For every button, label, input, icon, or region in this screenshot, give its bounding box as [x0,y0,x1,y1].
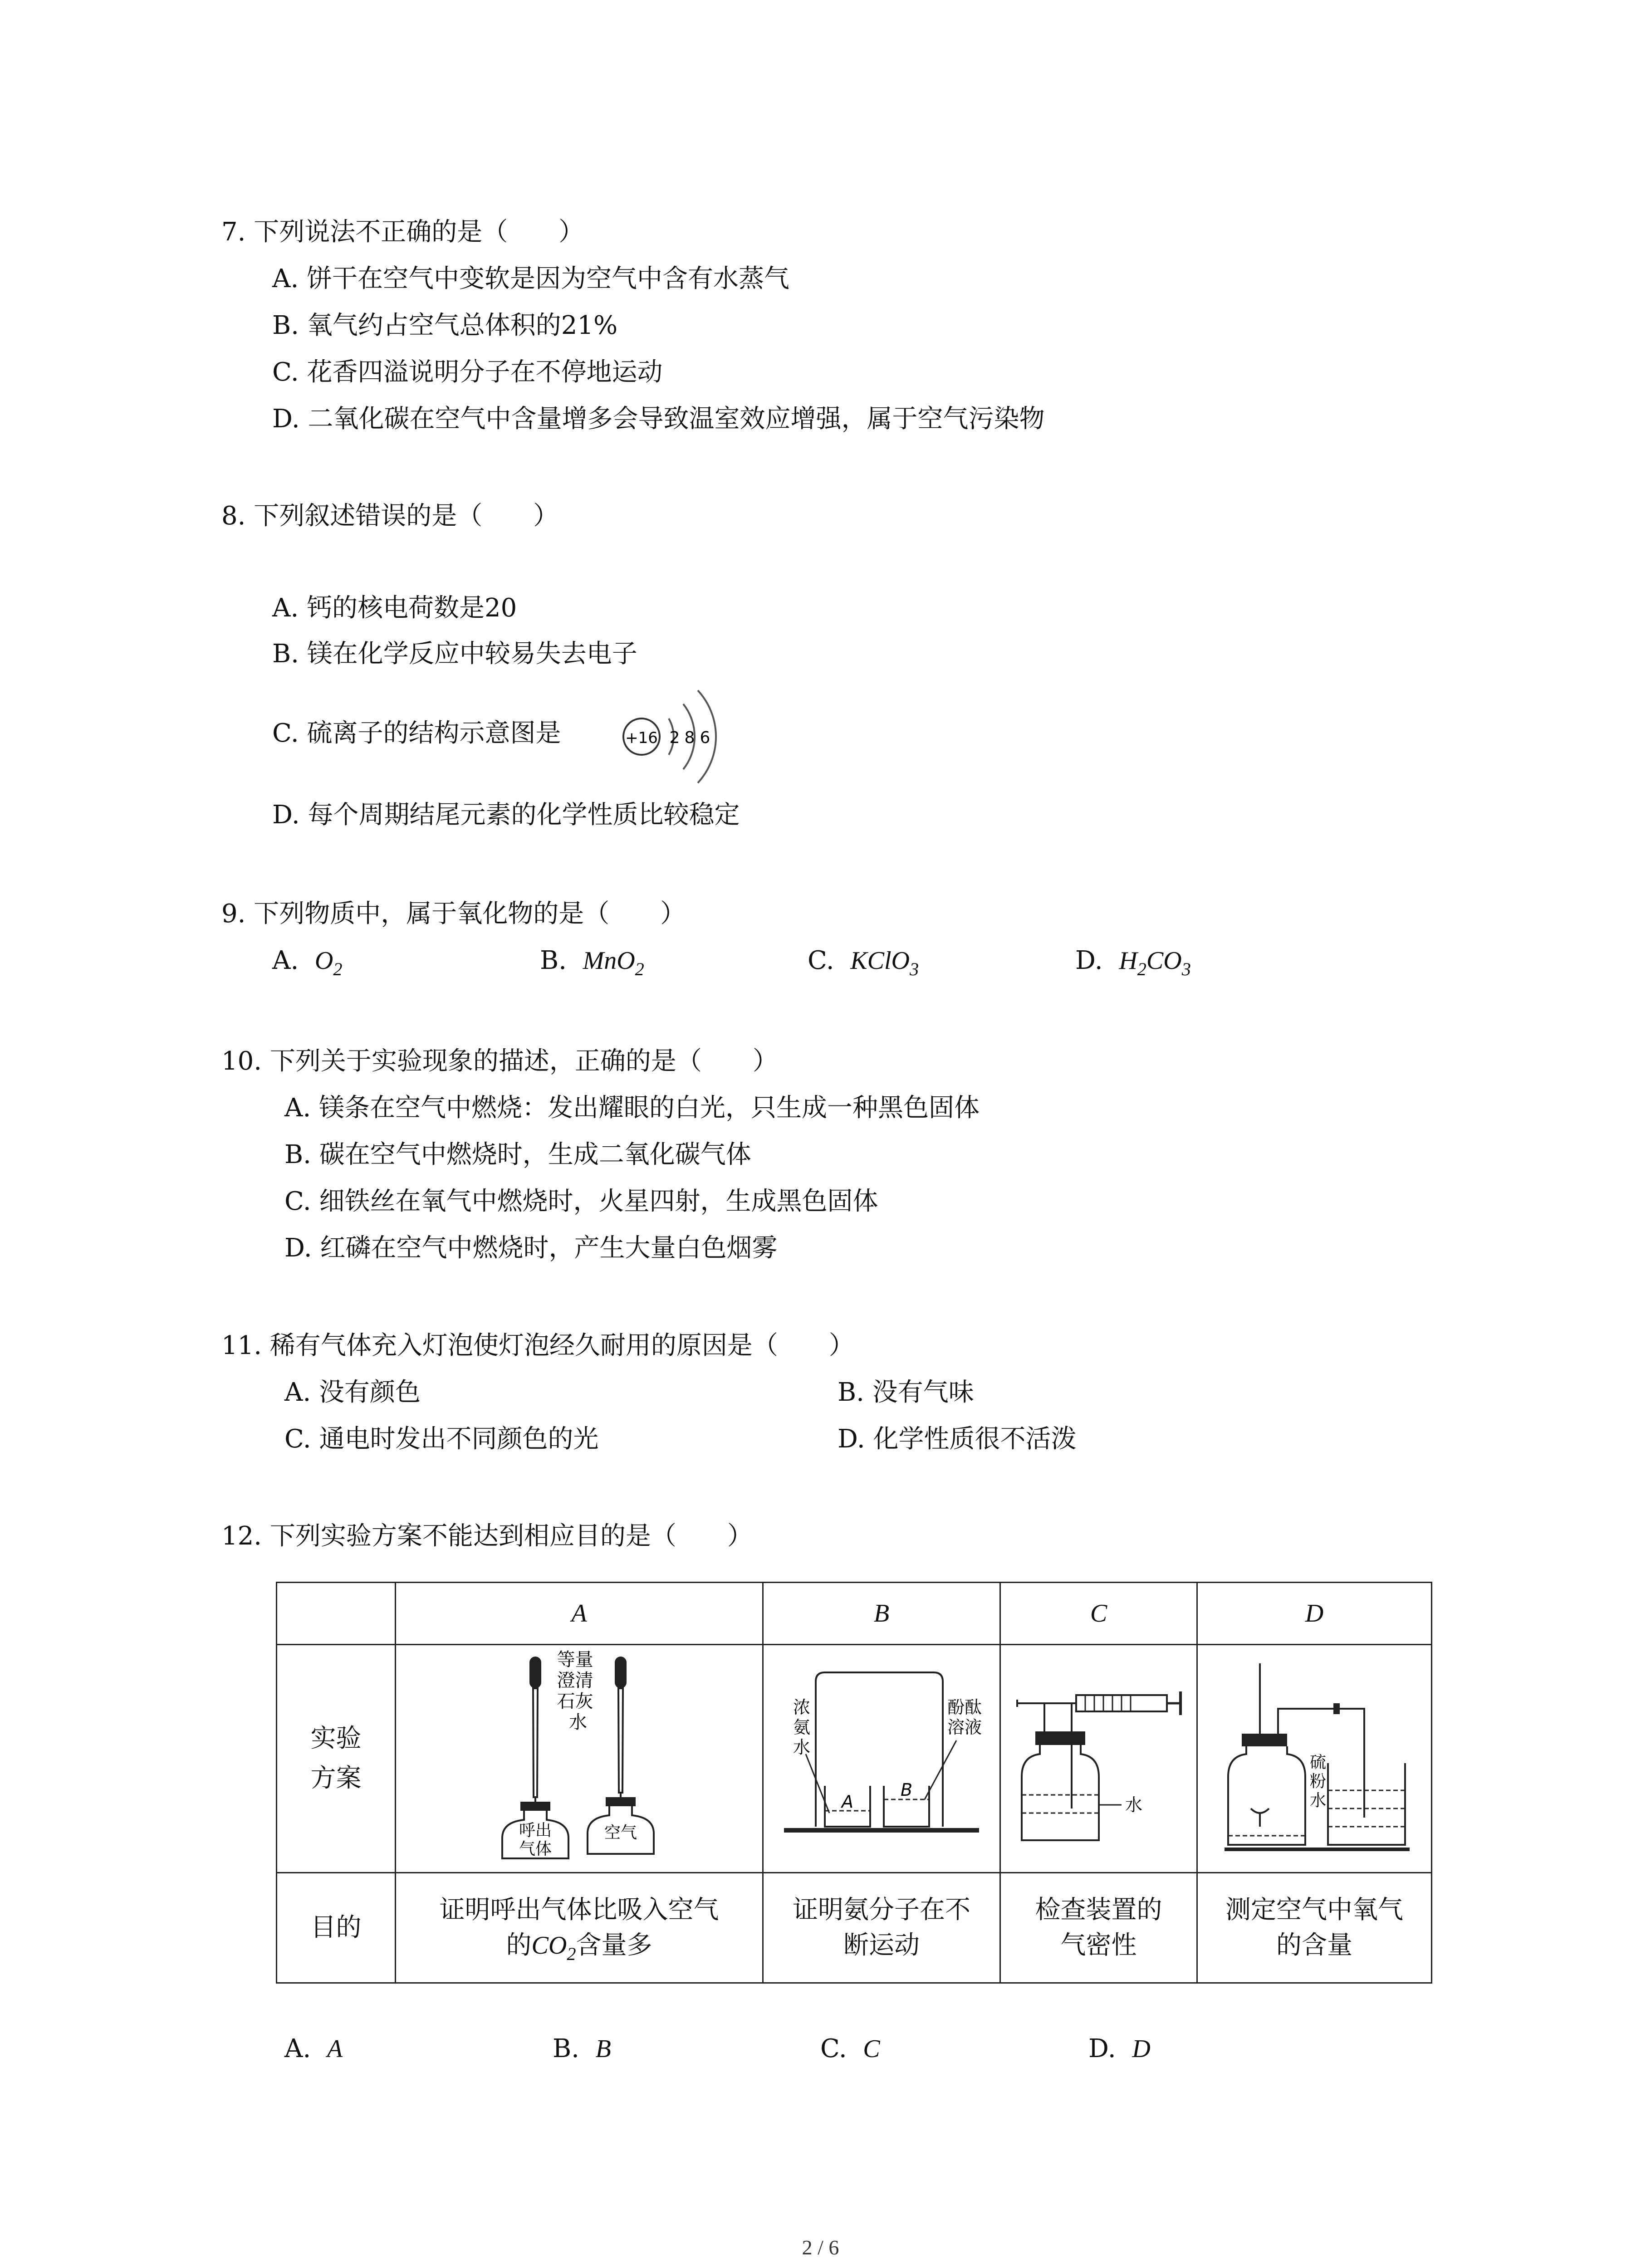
purpose-c-line2: 气密性 [1060,1931,1137,1960]
q9-option-a [272,945,343,980]
dropper-right [615,1657,627,1806]
q9-stem: 9. 下列物质中，属于氧化物的是（ ） [221,899,686,929]
gas-bottle [1022,1703,1099,1840]
q9-option-b [540,945,644,980]
purpose-a-formula [531,1931,576,1965]
table-header-d: D [1197,1583,1432,1645]
q12-option-c-value: C [863,2035,880,2063]
q10-stem: 10. 下列关于实验现象的描述，正确的是（ ） [221,1046,778,1076]
purpose-d-line2: 的含量 [1276,1931,1352,1960]
nucleus-charge: +16 [625,729,658,747]
scheme-c-diagram [1008,1659,1190,1849]
q9-option-d [1075,945,1191,980]
bottle-air-label: 空气 [604,1823,637,1842]
limewater-label [557,1649,599,1733]
q9-b-formula [583,947,644,980]
q8-stem: 8. 下列叙述错误的是（ ） [221,501,559,531]
shell-1-electrons: 2 [669,728,680,747]
purpose-c-cell [1000,1873,1197,1983]
purpose-row-label: 目的 [277,1873,396,1983]
q8-option-a: A. 钙的核电荷数是20 [272,593,517,623]
q7-option-d: D. 二氧化碳在空气中含量增多会导致温室效应增强，属于空气污染物 [272,404,1045,434]
phenolphthalein-label [947,1697,987,1737]
q9-b-formula-sub: 2 [635,959,644,980]
q8-option-d: D. 每个周期结尾元素的化学性质比较稳定 [272,800,740,830]
ammonia-label-3: 水 [793,1737,811,1757]
sulfur-ion-structure-diagram [618,680,736,794]
q9-a-formula-main: O [314,947,333,975]
purpose-a-line2-post: 含量多 [576,1931,652,1960]
bottle-exhaled [502,1802,568,1858]
purpose-b-line1: 证明氨分子在不 [793,1895,970,1925]
q9-a-formula-sub: 2 [333,959,343,980]
purpose-b-cell [763,1873,1000,1983]
dropper-left [529,1657,541,1811]
scheme-d-cell [1197,1645,1432,1873]
q8-option-c: C. 硫离子的结构示意图是 [272,719,561,748]
scheme-b-cell [763,1645,1000,1873]
q11-option-c: C. 通电时发出不同颜色的光 [284,1424,599,1454]
q9-c-formula [850,947,919,980]
q8-option-b: B. 镁在化学反应中较易失去电子 [272,639,637,669]
q9-d-formula-co: CO [1146,947,1182,975]
table-corner-cell [277,1583,396,1645]
small-beaker-b [884,1780,929,1827]
sulfur-powder-label-2: 粉 [1310,1772,1327,1791]
q10-option-a: A. 镁条在空气中燃烧：发出耀眼的白光，只生成一种黑色固体 [284,1093,980,1123]
table-scheme-row [277,1645,1432,1873]
q9-d-label: D. [1075,946,1103,975]
scheme-b-diagram [775,1663,988,1845]
q9-a-formula [314,947,343,980]
q12-option-a [284,2033,343,2065]
limewater-label-3: 石灰 [557,1691,593,1712]
q12-option-c [820,2033,880,2065]
table-purpose-row [277,1873,1432,1983]
shell-3-electrons: 6 [700,728,710,747]
purpose-a-formula-main: CO [531,1931,567,1960]
phenolphthalein-label-2: 溶液 [947,1717,982,1737]
combustion-bottle [1228,1734,1305,1845]
q9-b-formula-main: MnO [583,947,635,975]
page-number: 2 / 6 [802,2236,839,2259]
q9-a-label: A. [272,946,299,975]
bottle-exhaled-label-1: 呼出 [519,1821,552,1840]
q12-option-b-value: B [595,2035,611,2063]
small-beaker-a [825,1786,870,1827]
scheme-row-label-text: 实验方案 [310,1724,362,1793]
purpose-d-line1: 测定空气中氧气 [1225,1895,1403,1925]
q10-option-c: C. 细铁丝在氧气中燃烧时，火星四射，生成黑色固体 [284,1187,878,1216]
q11-option-d: D. 化学性质很不活泼 [838,1424,1077,1454]
purpose-a-line2-pre: 的 [506,1931,532,1960]
purpose-c-line1: 检查装置的 [1035,1895,1162,1925]
scheme-a-diagram [484,1647,675,1861]
ammonia-label [793,1697,816,1757]
beaker-b-letter: B [900,1779,913,1800]
purpose-a-line2 [401,1928,758,1963]
scheme-d-water-label: 水 [1310,1791,1327,1810]
large-beaker-cover [816,1672,943,1827]
scheme-row-label [277,1645,396,1873]
scheme-c-water-label: 水 [1125,1794,1142,1815]
experiment-table [276,1582,1432,1984]
purpose-d-cell [1197,1873,1432,1983]
bottle-exhaled-label-2: 气体 [519,1839,552,1858]
q12-option-b [553,2033,611,2065]
q10-option-d: D. 红磷在空气中燃烧时，产生大量白色烟雾 [284,1233,778,1263]
q9-c-formula-sub: 3 [909,959,919,980]
q11-stem: 11. 稀有气体充入灯泡使灯泡经久耐用的原因是（ ） [221,1331,854,1360]
clamp [1333,1703,1340,1714]
q9-d-formula-sub2: 3 [1181,959,1191,980]
table-header-c: C [1000,1583,1197,1645]
q9-c-label: C. [808,946,834,975]
q9-c-formula-main: KClO [850,947,910,975]
q7-stem: 7. 下列说法不正确的是（ ） [221,217,584,247]
scheme-a-cell [396,1645,763,1873]
q12-option-d-value: D [1132,2035,1151,2063]
table-header-a: A [396,1583,763,1645]
phenolphthalein-label-1: 酚酞 [947,1697,982,1717]
q12-option-b-label: B. [553,2034,579,2063]
q7-option-c: C. 花香四溢说明分子在不停地运动 [272,357,663,387]
purpose-a-cell [396,1873,763,1983]
shell-2-electrons: 8 [684,728,695,747]
water-beaker [1328,1763,1405,1845]
q7-option-a: A. 饼干在空气中变软是因为空气中含有水蒸气 [272,264,790,293]
ammonia-label-2: 氨 [793,1717,811,1737]
scheme-d-diagram [1215,1654,1414,1854]
q11-option-b: B. 没有气味 [838,1378,974,1407]
limewater-label-2: 澄清 [557,1670,593,1691]
q10-option-b: B. 碳在空气中燃烧时，生成二氧化碳气体 [284,1140,751,1169]
limewater-label-4: 水 [568,1711,587,1733]
scheme-c-cell [1000,1645,1197,1873]
q11-option-a: A. 没有颜色 [284,1378,421,1407]
purpose-b-line2: 断运动 [843,1931,920,1960]
q12-option-d [1088,2033,1151,2065]
q9-d-formula-sub1: 2 [1137,959,1146,980]
table-header-b: B [763,1583,1000,1645]
q9-d-formula-h: H [1119,947,1137,975]
limewater-label-1: 等量 [557,1649,593,1670]
q9-option-c [808,945,919,980]
q12-option-d-label: D. [1088,2034,1116,2063]
q12-option-c-label: C. [820,2034,847,2063]
bottle-air [588,1797,654,1854]
q9-b-label: B. [540,946,567,975]
q12-stem: 12. 下列实验方案不能达到相应目的是（ ） [221,1521,753,1551]
q12-option-a-value: A [327,2035,343,2063]
sulfur-powder-label-1: 硫 [1310,1753,1327,1772]
table-header-row [277,1583,1432,1645]
beaker-a-letter: A [842,1791,853,1812]
ammonia-label-1: 浓 [793,1697,811,1717]
q9-d-formula [1119,947,1191,980]
purpose-a-line1: 证明呼出气体比吸入空气 [439,1895,719,1925]
q12-option-a-label: A. [284,2034,311,2063]
purpose-a-formula-sub: 2 [567,1944,576,1965]
q7-option-b: B. 氧气约占空气总体积的21% [272,311,618,340]
